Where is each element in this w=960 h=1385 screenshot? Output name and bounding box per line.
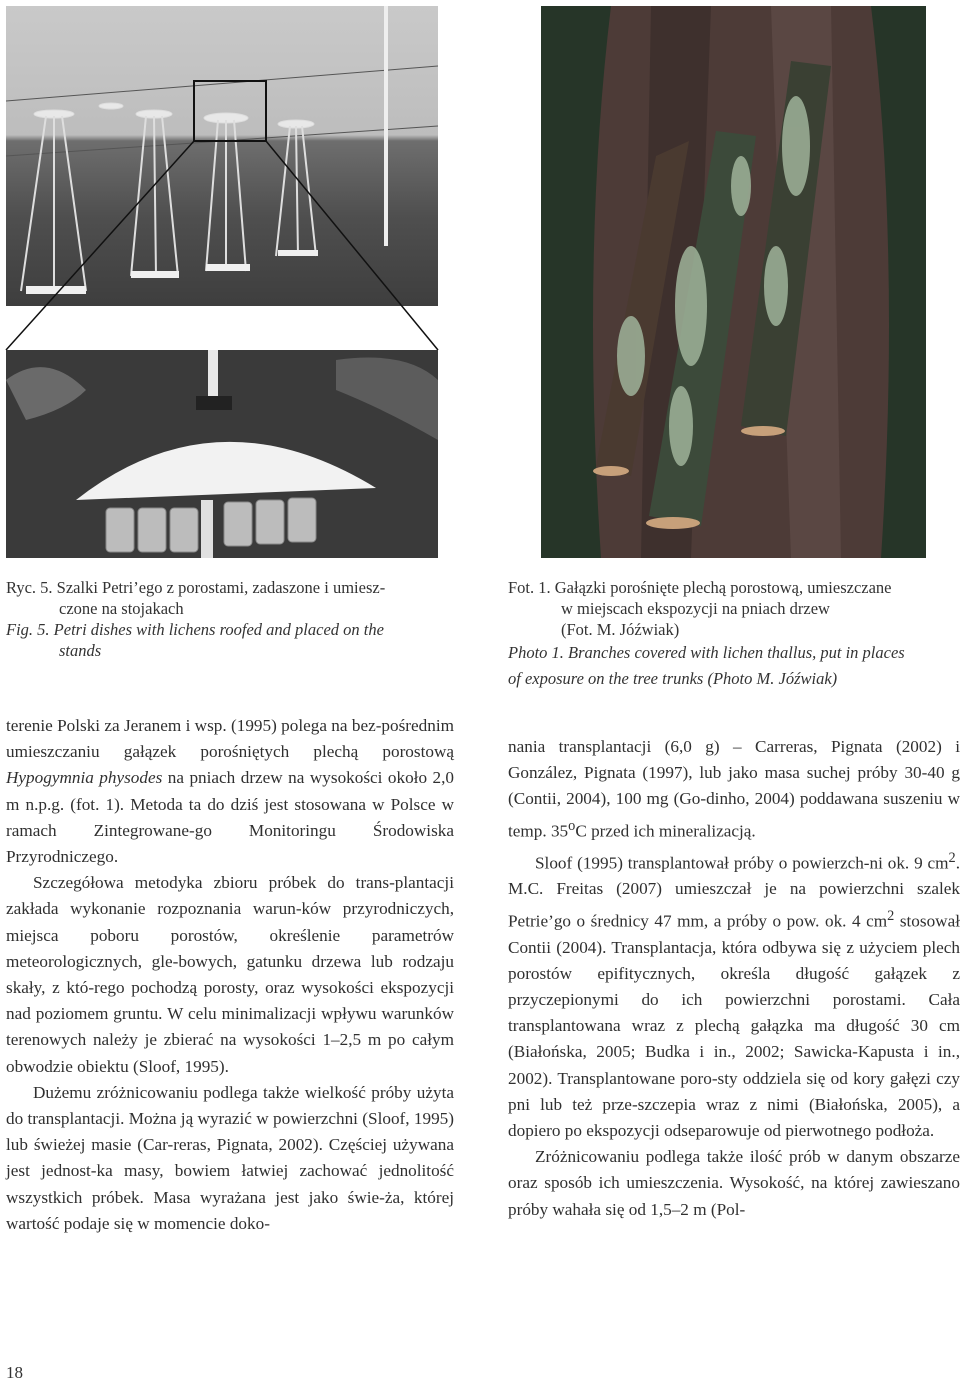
- species-name: Hypogymnia physodes: [6, 768, 163, 788]
- caption-pl-line-2: czone na stojakach: [59, 599, 184, 618]
- left-paragraph-1: [6, 713, 454, 870]
- petri-dishes-illustration: [6, 350, 438, 558]
- photo-branches-on-tree-trunk: [541, 6, 926, 558]
- right-p2-text-c: stosował Contii (2004). Transplantacja, która odbywa się z użyciem plech porostów epifitycznych, określa długość gałązek z przyczepionymi do ich powierzchni porostami. Cała transplantowana wraz z plechą gałązka ma długość 30 cm (Białońska, 2005; Budka i in., 2002; Sawicka-Kapusta i in., 2002). Transplantowane poro-sty oddziela się od kory gałęzi czy pni lub też prze-szczepia wraz z nimi (Białońska, 2005), a dopiero po ekspozycji odseparowuje od pierwotnego podłoża.: [508, 911, 960, 1141]
- area-superscript-1: 2: [948, 849, 956, 866]
- right-paragraph-2: [508, 845, 960, 1145]
- left-paragraph-2: Szczegółowa metodyka zbioru próbek do trans-plantacji zakłada wykonanie rozpoznania warun-ków przyrodniczych, miejsca poboru porostów, określenie parametrów meteorologicznych, gle-bowych, gatunku drzewa lub rodzaju skały, z któ-rego pochodzą porosty, oraz wysokości ekspozycji nad poziomem gruntu. W celu minimalizacji wpływu warunków terenowych należy je zbierać na wysokości 1–2,5 m po całym obwodzie obiektu (Sloof, 1995).: [6, 873, 454, 1076]
- photo-caption-en-line-1: Photo 1. Branches covered with lichen thallus, put in places: [508, 643, 905, 662]
- figure-5-caption: [6, 577, 446, 661]
- photo-caption-pl-line-1: Fot. 1. Gałązki porośnięte plechą porostową, umieszczane: [508, 578, 892, 597]
- left-text-column: [6, 713, 454, 1237]
- photo-caption-en-line-2: of exposure on the tree trunks (Photo M. Jóźwiak): [508, 669, 838, 688]
- right-text-column: [508, 734, 960, 1223]
- area-superscript-2: 2: [887, 907, 895, 924]
- branches-tree-illustration: [541, 6, 926, 558]
- left-p1-text-b: na pniach drzew na wysokości około 2,0 m n.p.g. (fot. 1). Metoda ta do dziś jest stosowana w Polsce w ramach Zintegrowane-go Monitoringu Środowiska Przyrodniczego.: [6, 768, 455, 867]
- left-paragraph-3: Dużemu zróżnicowaniu podlega także wielkość próby użyta do transplantacji. Można ją wyrazić w powierzchni (Sloof, 1995) lub świeżej masie (Car-reras, Pignata, 2002). Częściej używana jest jednost-ka masy, bowiem łatwiej zachować jednolitość wszystkich próbek. Masa wyrażana jest jako świe-ża, której wartość podaje się w momencie doko-: [6, 1082, 454, 1233]
- zoom-connector-lines: [0, 0, 450, 360]
- photo-petri-dishes-closeup: [6, 350, 438, 558]
- photo-caption-pl-line-3: (Fot. M. Jóźwiak): [561, 620, 680, 639]
- right-p2-text-a: Sloof (1995) transplantował próby o powierzch-ni ok. 9 cm: [535, 853, 949, 873]
- degree-superscript: o: [568, 817, 576, 834]
- right-p1-text-a: nania transplantacji (6,0 g) – Carreras, Pignata (2002) i González, Pignata (1997), lub jako masa suchej próby 30-40 g (Contii, 2004), 100 mg (Go-dinho, 2004) poddawana suszeniu w temp. 35: [508, 737, 960, 841]
- caption-en-line-1: Fig. 5. Petri dishes with lichens roofed and placed on the: [6, 620, 384, 639]
- caption-en-line-2: stands: [59, 641, 102, 660]
- left-p1-text-a: terenie Polski za Jeranem i wsp. (1995) polega na bez-pośrednim umieszczaniu gałązek porośniętych plechą porostową: [6, 716, 454, 762]
- caption-pl-line-1: Ryc. 5. Szalki Petri’ego z porostami, zadaszone i umiesz-: [6, 578, 386, 597]
- page-number: 18: [6, 1363, 23, 1382]
- photo-1-caption: [508, 577, 960, 692]
- right-p2-text-b: . M.C. Freitas (2007) umieszczał je na powierzchni szalek Petrie’go o średnicy 47 mm, a próby o pow. ok. 4 cm: [508, 853, 960, 931]
- photo-caption-pl-line-2: w miejscach ekspozycji na pniach drzew: [561, 599, 830, 618]
- right-paragraph-1: [508, 734, 960, 845]
- right-paragraph-3: Zróżnicowaniu podlega także ilość prób w danym obszarze oraz sposób ich umieszczenia. Wysokość, na której zawieszano próby wahała się od 1,5–2 m (Pol-: [508, 1147, 960, 1219]
- right-p1-text-b: C przed ich mineralizacją.: [575, 821, 756, 841]
